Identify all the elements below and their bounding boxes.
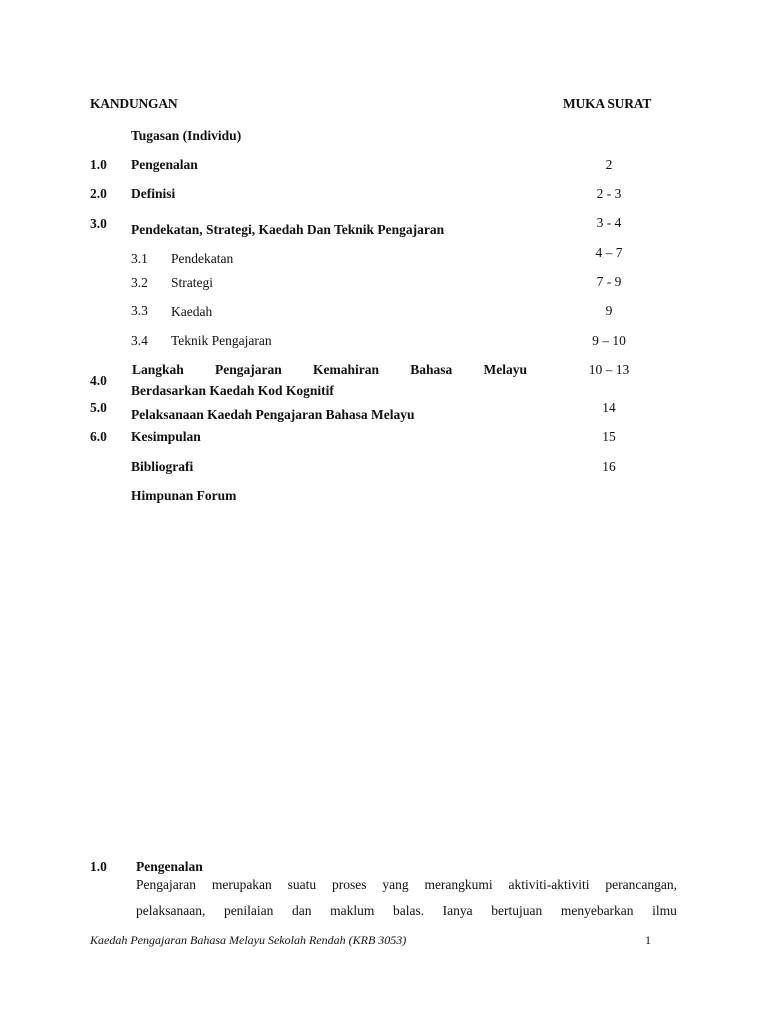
paragraph-line — [136, 877, 677, 893]
word: aktiviti-aktiviti — [508, 877, 590, 892]
toc-word: Melayu — [483, 362, 527, 377]
toc-entry-number: 1.0 — [90, 157, 107, 172]
toc-entry-page: 15 — [602, 429, 616, 444]
word: Pengajaran — [136, 877, 196, 892]
page-number: 1 — [645, 933, 651, 947]
toc-entry-title: Kesimpulan — [131, 429, 201, 444]
toc-subentry-number: 3.1 — [131, 251, 148, 266]
word: penilaian — [223, 903, 274, 918]
word: ilmu — [652, 903, 677, 918]
toc-entry-page: 9 — [605, 303, 613, 318]
page-column-heading: MUKA SURAT — [563, 96, 652, 111]
toc-word: Bahasa — [410, 362, 453, 377]
word: bertujuan — [491, 903, 543, 918]
toc-entry-page: 14 — [602, 400, 616, 415]
toc-entry-title: Definisi — [131, 186, 176, 201]
toc-subentry-title: Strategi — [171, 275, 213, 290]
toc-subentry-title: Pendekatan — [171, 251, 234, 266]
toc-subentry-title: Teknik Pengajaran — [171, 333, 272, 348]
word: proses — [332, 877, 367, 892]
section-title: Pengenalan — [136, 859, 203, 874]
toc-entry-number: 4.0 — [90, 373, 107, 388]
toc-subentry-title: Kaedah — [171, 304, 213, 319]
toc-entry-title: Pengenalan — [131, 157, 198, 172]
toc-entry-page: 16 — [602, 459, 616, 474]
word: Ianya — [442, 903, 473, 918]
word: merupakan — [211, 877, 272, 892]
toc-entry-title: Pendekatan, Strategi, Kaedah Dan Teknik Pengajaran — [131, 222, 445, 237]
word: menyebarkan — [560, 903, 634, 918]
toc-entry-title: Bibliografi — [131, 459, 194, 474]
toc-entry-page: 10 – 13 — [588, 362, 630, 377]
word: merangkumi — [424, 877, 493, 892]
toc-entry-title: Pelaksanaan Kaedah Pengajaran Bahasa Melayu — [131, 407, 415, 422]
page-footer-text: Kaedah Pengajaran Bahasa Melayu Sekolah Rendah (KRB 3053) — [90, 933, 407, 947]
toc-heading: KANDUNGAN — [90, 96, 178, 111]
toc-word: Kemahiran — [313, 362, 379, 377]
section-number: 1.0 — [90, 859, 107, 874]
word: suatu — [287, 877, 317, 892]
toc-word: Langkah — [132, 362, 184, 377]
toc-entry-page: 2 - 3 — [596, 186, 622, 201]
word: pelaksanaan, — [136, 903, 206, 918]
toc-entry-page: 7 - 9 — [596, 274, 622, 289]
toc-entry-page: 2 — [605, 157, 613, 172]
toc-entry-number: 5.0 — [90, 400, 107, 415]
word: balas. — [392, 903, 425, 918]
word: dan — [292, 903, 312, 918]
toc-entry-title-line — [132, 362, 527, 378]
toc-entry-number: 2.0 — [90, 186, 107, 201]
toc-entry-title: Tugasan (Individu) — [131, 128, 242, 143]
toc-entry-number: 3.0 — [90, 216, 107, 231]
toc-subentry-number: 3.3 — [131, 303, 148, 318]
toc-entry-title: Himpunan Forum — [131, 488, 237, 503]
toc-entry-page: 9 – 10 — [592, 333, 626, 348]
toc-subentry-number: 3.2 — [131, 275, 148, 290]
word: yang — [382, 877, 409, 892]
toc-entry-page: 4 – 7 — [595, 245, 623, 260]
toc-entry-title-line: Berdasarkan Kaedah Kod Kognitif — [131, 383, 334, 398]
toc-entry-page: 3 - 4 — [596, 215, 622, 230]
paragraph-line — [136, 903, 677, 919]
word: perancangan, — [605, 877, 677, 892]
toc-word: Pengajaran — [215, 362, 282, 377]
toc-subentry-number: 3.4 — [131, 333, 148, 348]
toc-entry-number: 6.0 — [90, 429, 107, 444]
word: maklum — [330, 903, 375, 918]
